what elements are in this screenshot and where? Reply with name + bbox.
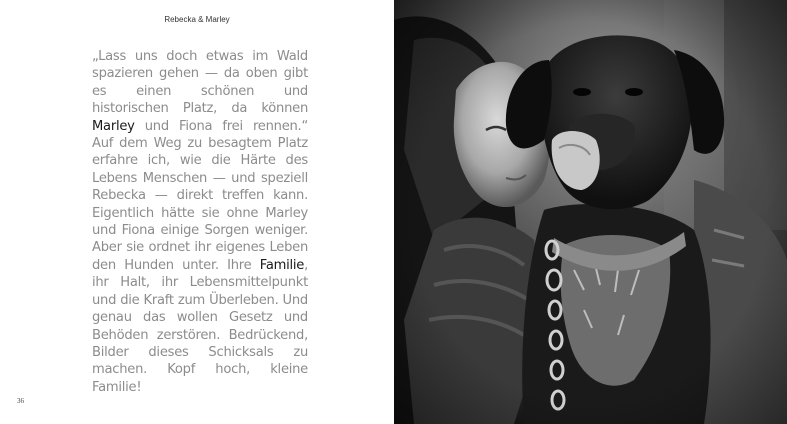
body-text-part-3: , ihr Halt, ihr Lebensmittelpunkt und die Kraft zum Überleben. Und genau das wollen Gesetz und Behöden zerstören. Bedrückend, Bilder dieses Schicksals zu machen. Kopf hoch, kleine Familie! [92, 257, 308, 395]
page-number: 36 [17, 397, 24, 405]
body-text-part-2: und Fiona frei rennen.“ Auf dem Weg zu besagtem Platz erfahre ich, wie die Härte des Lebens Menschen — und speziell Rebecka — direkt treffen kann. Eigentlich hätte sie ohne Marley und Fiona einige Sorgen weniger. Aber sie ordnet ihr eigenes Leben den Hunden unter. Ihre [92, 118, 308, 273]
dog-and-woman-photo [394, 0, 787, 424]
running-header: Rebecka & Marley [164, 15, 230, 24]
highlight-marley: Marley [92, 118, 135, 134]
highlight-familie: Familie [259, 257, 305, 273]
photo-page [394, 0, 787, 424]
body-text-part-1: „Lass uns doch etwas im Wald spazieren gehen — da oben gibt es einen schönen und historischen Platz, da können [92, 49, 308, 117]
body-paragraph [92, 48, 308, 396]
